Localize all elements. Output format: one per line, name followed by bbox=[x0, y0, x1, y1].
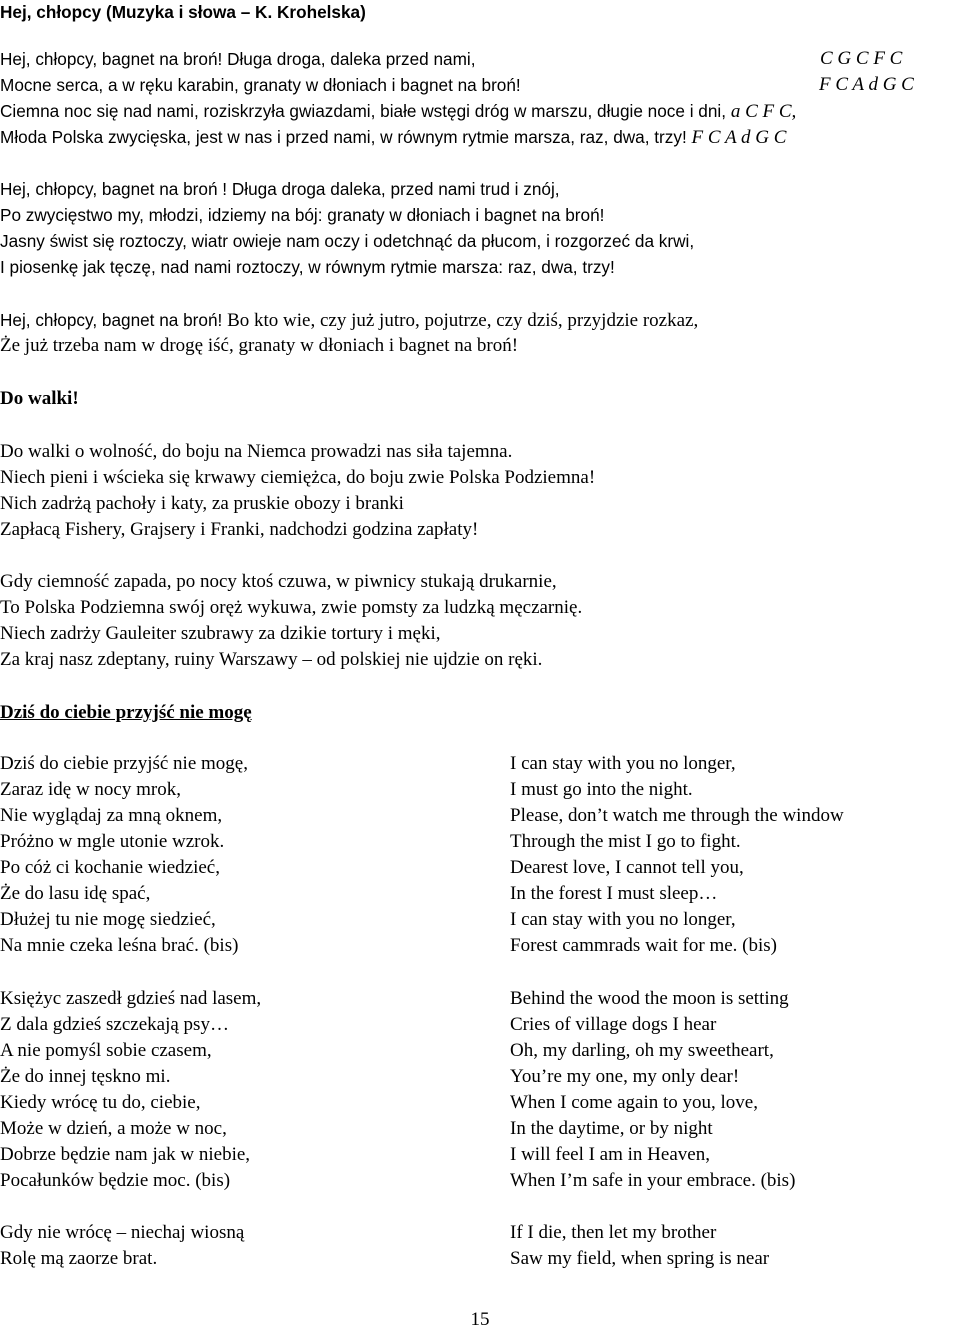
verse4-line3: Nich zadrżą pachoły i katy, za pruskie obozy i branki bbox=[0, 493, 404, 514]
pl-s2-line8: Pocałunków będzie moc. (bis) bbox=[0, 1170, 231, 1191]
en-s1-line3: Please, don’t watch me through the window bbox=[510, 805, 844, 826]
pl-s2-line2: Z dala gdzieś szczekają psy… bbox=[0, 1014, 229, 1035]
pl-s1-line4: Próżno w mgle utonie wzrok. bbox=[0, 831, 225, 852]
en-s2-line3: Oh, my darling, oh my sweetheart, bbox=[510, 1040, 774, 1061]
verse4-line2: Niech pieni i wścieka się krwawy ciemiężca, do boju zwie Polska Podziemna! bbox=[0, 467, 596, 488]
verse5-line2: To Polska Podziemna swój oręż wykuwa, zwie pomsty za ludzką męczarnię. bbox=[0, 597, 583, 618]
pl-s2-line1: Księżyc zaszedł gdzieś nad lasem, bbox=[0, 988, 262, 1009]
en-s2-line4: You’re my one, my only dear! bbox=[510, 1066, 740, 1087]
verse3-line1 bbox=[0, 307, 698, 333]
verse1-line2: Mocne serca, a w ręku karabin, granaty w dłoniach i bagnet na broń! bbox=[0, 75, 521, 95]
pl-s3-line1: Gdy nie wrócę – niechaj wiosną bbox=[0, 1222, 245, 1243]
verse5-line1: Gdy ciemność zapada, po nocy ktoś czuwa, w piwnicy stukają drukarnie, bbox=[0, 571, 557, 592]
page-number: 15 bbox=[470, 1309, 490, 1330]
pl-s2-line3: A nie pomyśl sobie czasem, bbox=[0, 1040, 212, 1061]
en-s2-line6: In the daytime, or by night bbox=[510, 1118, 713, 1139]
verse2-line3: Jasny świst się roztoczy, wiatr owieje nam oczy i odetchnąć da płucom, i rozgorzeć da krwi, bbox=[0, 231, 695, 251]
verse4-line4: Zapłacą Fishery, Grajsery i Franki, nadchodzi godzina zapłaty! bbox=[0, 519, 479, 540]
verse3-line2: Że już trzeba nam w drogę iść, granaty w dłoniach i bagnet na broń! bbox=[0, 335, 519, 356]
en-s1-line1: I can stay with you no longer, bbox=[510, 753, 736, 774]
verse2-line4: I piosenkę jak tęczę, nad nami roztoczy, w równym rytmie marsza: raz, dwa, trzy! bbox=[0, 257, 615, 277]
pl-s2-line7: Dobrze będzie nam jak w niebie, bbox=[0, 1144, 251, 1165]
pl-s2-line5: Kiedy wrócę tu do, ciebie, bbox=[0, 1092, 201, 1113]
verse1-line3 bbox=[0, 98, 796, 124]
pl-s2-line6: Może w dzień, a może w noc, bbox=[0, 1118, 227, 1139]
en-s1-line7: I can stay with you no longer, bbox=[510, 909, 736, 930]
en-s3-line1: If I die, then let my brother bbox=[510, 1222, 717, 1243]
verse1-line1: Hej, chłopcy, bagnet na broń! Długa droga, daleka przed nami, bbox=[0, 49, 476, 69]
pl-s1-line3: Nie wyglądaj za mną oknem, bbox=[0, 805, 223, 826]
verse3-line1-part-a: Hej, chłopcy, bagnet na broń! bbox=[0, 310, 223, 330]
verse1-line1-chords: C G C F C bbox=[820, 48, 903, 69]
en-s1-line4: Through the mist I go to fight. bbox=[510, 831, 741, 852]
pl-s1-line7: Dłużej tu nie mogę siedzieć, bbox=[0, 909, 216, 930]
pl-s3-line2: Rolę mą zaorze brat. bbox=[0, 1248, 158, 1269]
verse5-line4: Za kraj nasz zdeptany, ruiny Warszawy – od polskiej nie ujdzie on ręki. bbox=[0, 649, 543, 670]
verse2-line1: Hej, chłopcy, bagnet na broń ! Długa droga daleka, przed nami trud i znój, bbox=[0, 179, 560, 199]
verse5-line3: Niech zadrży Gauleiter szubrawy za dzikie tortury i męki, bbox=[0, 623, 441, 644]
pl-s1-line6: Że do lasu idę spać, bbox=[0, 883, 151, 904]
verse2-line2: Po zwycięstwo my, młodzi, idziemy na bój: granaty w dłoniach i bagnet na broń! bbox=[0, 205, 605, 225]
pl-s1-line8: Na mnie czeka leśna brać. (bis) bbox=[0, 935, 239, 956]
en-s2-line2: Cries of village dogs I hear bbox=[510, 1014, 717, 1035]
pl-s1-line2: Zaraz idę w nocy mrok, bbox=[0, 779, 181, 800]
en-s3-line2: Saw my field, when spring is near bbox=[510, 1248, 770, 1269]
pl-s2-line4: Że do innej tęskno mi. bbox=[0, 1066, 171, 1087]
verse1-line4-text: Młoda Polska zwycięska, jest w nas i przed nami, w równym rytmie marsza, raz, dwa, trzy! bbox=[0, 127, 687, 147]
verse1-line2-chords: F C A d G C bbox=[819, 74, 914, 95]
en-s1-line5: Dearest love, I cannot tell you, bbox=[510, 857, 744, 878]
en-s2-line8: When I’m safe in your embrace. (bis) bbox=[510, 1170, 796, 1191]
song-title: Hej, chłopcy (Muzyka i słowa – K. Krohelska) bbox=[0, 2, 366, 22]
verse1-line3-chords: a C F C, bbox=[730, 101, 797, 122]
en-s1-line2: I must go into the night. bbox=[510, 779, 693, 800]
en-s2-line1: Behind the wood the moon is setting bbox=[510, 988, 789, 1009]
verse3-line1-part-b: Bo kto wie, czy już jutro, pojutrze, czy dziś, przyjdzie rozkaz, bbox=[227, 310, 699, 331]
en-s2-line7: I will feel I am in Heaven, bbox=[510, 1144, 710, 1165]
verse1-line4-chords: F C A d G C bbox=[691, 127, 787, 148]
en-s2-line5: When I come again to you, love, bbox=[510, 1092, 758, 1113]
pl-s1-line5: Po cóż ci kochanie wiedzieć, bbox=[0, 857, 220, 878]
song2-title: Dziś do ciebie przyjść nie mogę bbox=[0, 702, 252, 723]
verse1-line3-text: Ciemna noc się nad nami, roziskrzyła gwiazdami, białe wstęgi dróg w marszu, długie noce i dni, bbox=[0, 101, 727, 121]
pl-s1-line1: Dziś do ciebie przyjść nie mogę, bbox=[0, 753, 248, 774]
do-walki-heading: Do walki! bbox=[0, 388, 79, 409]
en-s1-line6: In the forest I must sleep… bbox=[510, 883, 718, 904]
verse1-line4 bbox=[0, 124, 786, 150]
verse4-line1: Do walki o wolność, do boju na Niemca prowadzi nas siła tajemna. bbox=[0, 441, 513, 462]
en-s1-line8: Forest cammrads wait for me. (bis) bbox=[510, 935, 777, 956]
